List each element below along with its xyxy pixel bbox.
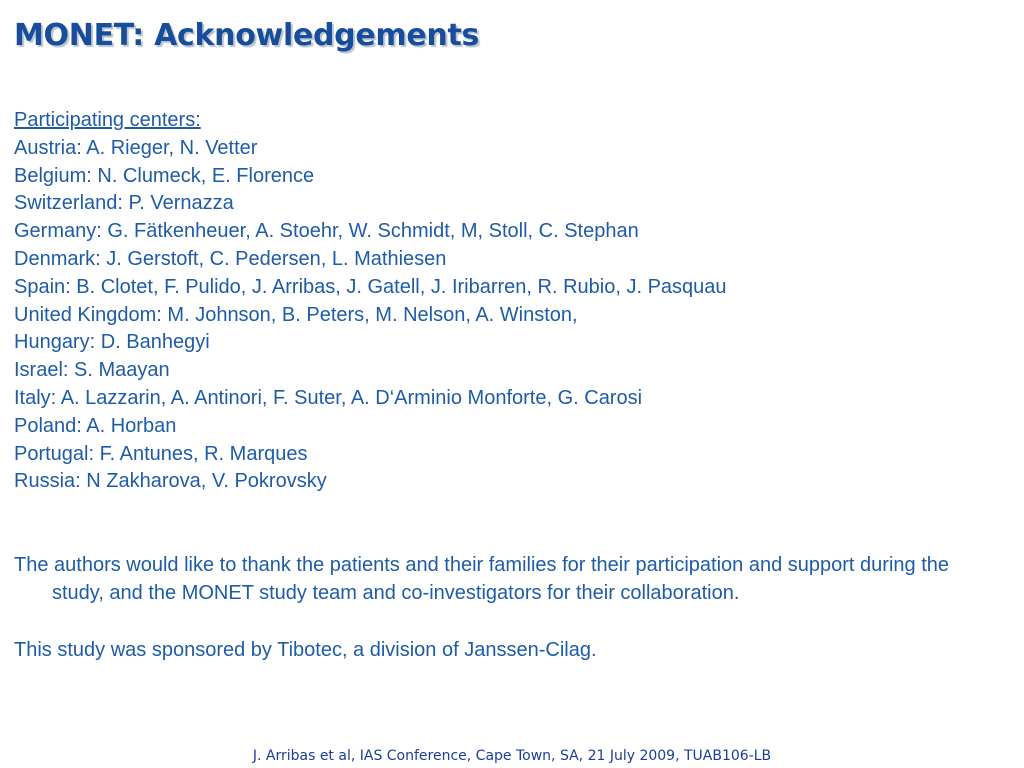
center-line-russia: Russia: N Zakharova, V. Pokrovsky: [14, 470, 327, 493]
center-line-switzerland: Switzerland: P. Vernazza: [14, 192, 234, 215]
center-line-spain: Spain: B. Clotet, F. Pulido, J. Arribas, J. Gatell, J. Iribarren, R. Rubio, J. Pasquau: [14, 275, 727, 298]
center-line-germany: Germany: G. Fätkenheuer, A. Stoehr, W. Schmidt, M, Stoll, C. Stephan: [14, 220, 639, 243]
participating-centers: [14, 107, 727, 496]
center-line-belgium: Belgium: N. Clumeck, E. Florence: [14, 164, 315, 187]
center-line-israel: Israel: S. Maayan: [14, 359, 170, 382]
center-line-denmark: Denmark: J. Gerstoft, C. Pedersen, L. Mathiesen: [14, 247, 447, 270]
footer-citation-text: J. Arribas et al, IAS Conference, Cape Town, SA, 21 July 2009, TUAB106-LB: [252, 748, 772, 764]
center-line-poland: Poland: A. Horban: [14, 414, 177, 437]
center-line-united-kingdom: United Kingdom: M. Johnson, B. Peters, M. Nelson, A. Winston,: [14, 303, 578, 326]
thanks-paragraph: The authors would like to thank the patients and their families for their participation and support during the study, and the MONET study team and co-investigators for their collaboration.: [14, 554, 949, 604]
center-line-italy: Italy: A. Lazzarin, A. Antinori, F. Suter, A. D‘Arminio Monforte, G. Carosi: [14, 386, 643, 409]
slide-title: MONET: Acknowledgements: [14, 18, 480, 53]
centers-heading: Participating centers:: [14, 109, 201, 131]
center-line-hungary: Hungary: D. Banhegyi: [14, 331, 210, 354]
sponsor-statement: This study was sponsored by Tibotec, a division of Janssen-Cilag.: [14, 639, 597, 661]
center-line-portugal: Portugal: F. Antunes, R. Marques: [14, 442, 308, 465]
footer-citation: [0, 746, 1024, 766]
center-line-austria: Austria: A. Rieger, N. Vetter: [14, 136, 258, 159]
